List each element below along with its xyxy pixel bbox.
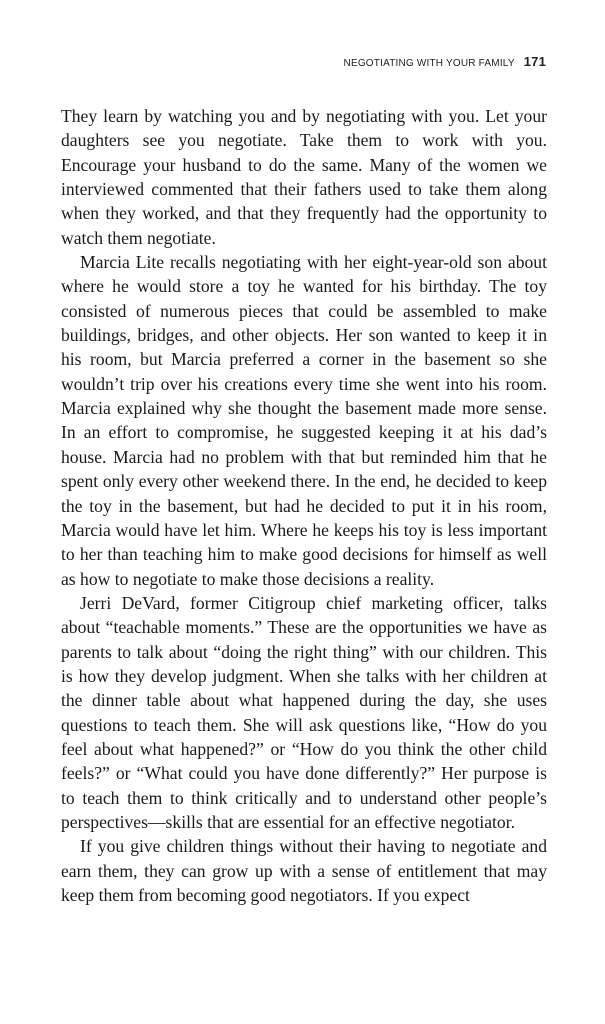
paragraph-entitlement: If you give children things without their having to negotiate and earn them, they can grow up with a sense of entitlement that may keep them from becoming good negotiators. If you expect (61, 836, 547, 905)
chapter-title: NEGOTIATING WITH YOUR FAMILY (343, 58, 515, 69)
paragraph-marcia-lite: Marcia Lite recalls negotiating with her eight-year-old son about where he would store a toy he wanted for his birthday. The toy consisted of numerous pieces that could be assembled to make buildings, bridges, and other objects. Her son wanted to keep it in his room, but Marcia preferred a corner in the basement so she wouldn’t trip over his creations every time she went into his room. Marcia explained why she thought the basement made more sense. In an effort to compromise, he suggested keeping it at his dad’s house. Marcia had no problem with that but reminded him that he spent only every other weekend there. In the end, he decided to keep the toy in the basement, but had he decided to put it in his room, Marcia would have let him. Where he keeps his toy is less important to her than teaching him to make good decisions for himself as well as how to negotiate to make those decisions a reality. (61, 252, 547, 589)
body-text (61, 104, 547, 907)
page-number: 171 (523, 54, 546, 69)
paragraph-watching: They learn by watching you and by negotiating with you. Let your daughters see you negotiate. Take them to work with you. Encourage your husband to do the same. Many of the women we interviewed commented that their fathers used to take them along when they worked, and that they frequently had the opportunity to watch them negotiate. (61, 106, 547, 248)
running-head (344, 54, 546, 69)
paragraph-jerri-devard: Jerri DeVard, former Citigroup chief marketing officer, talks about “teachable moments.” These are the opportunities we have as parents to talk about “doing the right thing” with our children. This is how they develop judgment. When she talks with her children at the dinner table about what happened during the day, she uses questions to teach them. She will ask questions like, “How do you feel about what happened?” or “How do you think the other child feels?” or “What could you have done differently?” Her purpose is to teach them to think critically and to understand other people’s perspectives—skills that are essential for an effective negotiator. (61, 592, 547, 832)
